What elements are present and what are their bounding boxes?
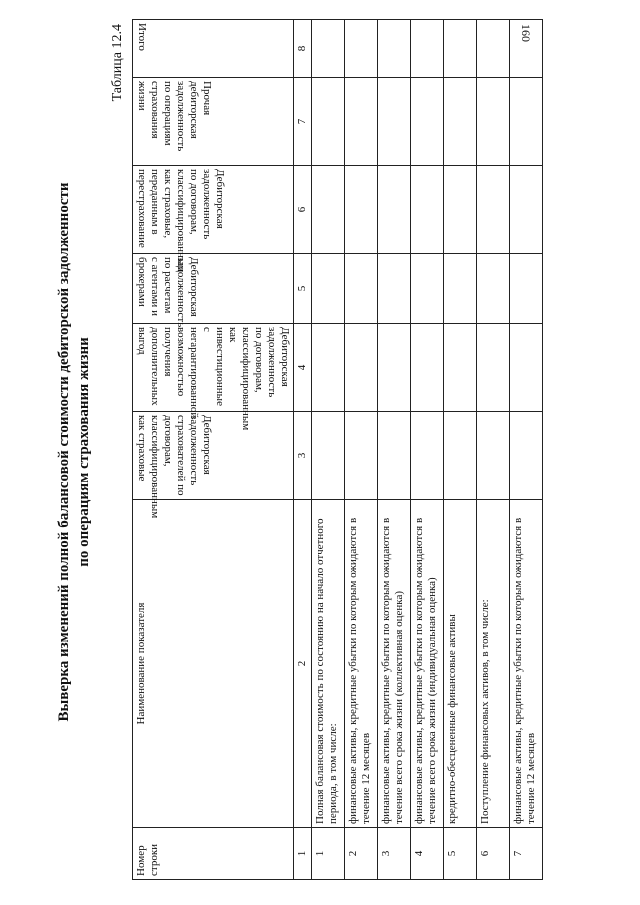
table-cell bbox=[510, 254, 543, 324]
table-cell bbox=[312, 254, 345, 324]
row-name: финансовые активы, кредитные убытки по которым ожидаются в течение всего срока жизни (коллективная оценка) bbox=[378, 500, 411, 828]
row-name: кредитно-обесцененные финансовые активы bbox=[444, 500, 477, 828]
table-cell bbox=[411, 166, 444, 254]
table-cell bbox=[477, 166, 510, 254]
table-cell bbox=[378, 254, 411, 324]
table-cell bbox=[312, 78, 345, 166]
column-number: 1 bbox=[294, 828, 312, 880]
table-cell bbox=[477, 20, 510, 78]
column-number: 3 bbox=[294, 412, 312, 500]
table-label: Таблица 12.4 bbox=[110, 24, 125, 102]
table-row bbox=[444, 20, 477, 880]
table-cell bbox=[510, 412, 543, 500]
table-cell bbox=[444, 412, 477, 500]
table-cell bbox=[444, 78, 477, 166]
reconciliation-table bbox=[132, 19, 543, 880]
table-cell bbox=[378, 166, 411, 254]
table-cell bbox=[345, 78, 378, 166]
table-cell bbox=[345, 412, 378, 500]
table-cell bbox=[378, 324, 411, 412]
row-name: финансовые активы, кредитные убытки по которым ожидаются в течение всего срока жизни (индивидуальная оценка) bbox=[411, 500, 444, 828]
table-cell bbox=[378, 78, 411, 166]
table-cell bbox=[345, 254, 378, 324]
column-number: 6 bbox=[294, 166, 312, 254]
column-number-row bbox=[294, 20, 312, 880]
row-name: Поступление финансовых активов, в том числе: bbox=[477, 500, 510, 828]
header-col-5-label: Дебиторская задолженность по расчетам с агентами и брокерами bbox=[136, 257, 200, 328]
row-number: 4 bbox=[411, 828, 444, 880]
title-line-2: по операциям страхования жизни bbox=[76, 337, 92, 567]
table-cell bbox=[444, 166, 477, 254]
header-col-6 bbox=[133, 166, 294, 273]
header-col-7-label: Прочая дебиторская задолженность по операциям страхования жизни bbox=[136, 81, 213, 152]
table-cell bbox=[411, 412, 444, 500]
table-cell bbox=[477, 412, 510, 500]
table-row bbox=[411, 20, 444, 880]
table-row bbox=[345, 20, 378, 880]
table-cell bbox=[477, 254, 510, 324]
column-number: 7 bbox=[294, 78, 312, 166]
row-number: 7 bbox=[510, 828, 543, 880]
table-row bbox=[312, 20, 345, 880]
table-cell bbox=[312, 324, 345, 412]
table-cell bbox=[477, 324, 510, 412]
table-cell bbox=[411, 324, 444, 412]
header-col-4 bbox=[133, 324, 294, 431]
header-col-4-label: Дебиторская задолженность по договорам, классифицированным как инвестиционные с негарантированной возможностью получения дополнительных выгод bbox=[136, 327, 291, 431]
header-col-5 bbox=[133, 254, 294, 328]
column-number: 8 bbox=[294, 20, 312, 78]
header-col-8-label: Итого bbox=[136, 23, 148, 51]
table-cell bbox=[444, 20, 477, 78]
row-number: 3 bbox=[378, 828, 411, 880]
page-number: 160 bbox=[519, 24, 533, 42]
table-row bbox=[477, 20, 510, 880]
table-cell bbox=[411, 78, 444, 166]
column-number: 5 bbox=[294, 254, 312, 324]
row-name: финансовые активы, кредитные убытки по которым ожидаются в течение 12 месяцев bbox=[510, 500, 543, 828]
header-row bbox=[133, 20, 294, 880]
row-number: 1 bbox=[312, 828, 345, 880]
table-cell bbox=[411, 254, 444, 324]
rotated-page bbox=[40, 12, 600, 892]
column-number: 4 bbox=[294, 324, 312, 412]
table-cell bbox=[345, 20, 378, 78]
row-number: 5 bbox=[444, 828, 477, 880]
title-line-1: Выверка изменений полной балансовой стоимости дебиторской задолженности bbox=[56, 182, 72, 722]
table-row bbox=[378, 20, 411, 880]
table-cell bbox=[378, 412, 411, 500]
table-cell bbox=[477, 78, 510, 166]
table-cell bbox=[411, 20, 444, 78]
row-name: Полная балансовая стоимость по состоянию на начало отчетного периода, в том числе: bbox=[312, 500, 345, 828]
header-col-6-label: Дебиторская задолженность по договорам, классифицированным как страховые, переданным в перестрахование bbox=[136, 169, 226, 273]
table-cell bbox=[312, 166, 345, 254]
header-indicator-name: Наименование показателя bbox=[133, 500, 294, 828]
table-cell bbox=[444, 254, 477, 324]
table-row bbox=[510, 20, 543, 880]
table-cell bbox=[378, 20, 411, 78]
header-col-3-label: Дебиторская задолженность страхователей по договорам, классифицированным как страховые bbox=[136, 415, 213, 519]
table-cell bbox=[345, 324, 378, 412]
document-title bbox=[54, 12, 94, 892]
table-cell bbox=[345, 166, 378, 254]
header-col-3 bbox=[133, 412, 294, 519]
header-row-number: Номер строки bbox=[133, 828, 294, 880]
row-name: финансовые активы, кредитные убытки по которым ожидаются в течение 12 месяцев bbox=[345, 500, 378, 828]
column-number: 2 bbox=[294, 500, 312, 828]
header-col-8 bbox=[133, 20, 294, 78]
table-cell bbox=[312, 20, 345, 78]
table-cell bbox=[510, 78, 543, 166]
table-cell bbox=[444, 324, 477, 412]
row-number: 6 bbox=[477, 828, 510, 880]
table-cell bbox=[510, 324, 543, 412]
table-cell bbox=[510, 166, 543, 254]
table-cell bbox=[312, 412, 345, 500]
header-col-7 bbox=[133, 78, 294, 166]
row-number: 2 bbox=[345, 828, 378, 880]
